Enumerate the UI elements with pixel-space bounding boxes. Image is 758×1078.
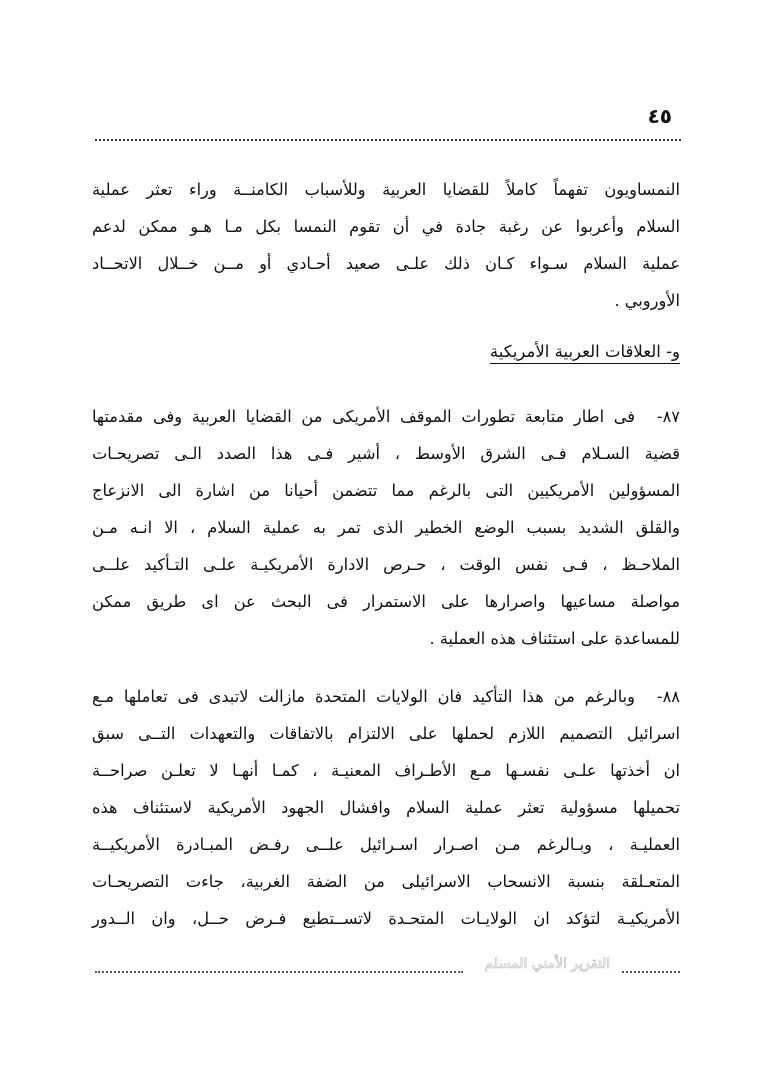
text-line: النمساويون تفهماً كاملاً للقضايا العربية وللأسباب الكامنــة وراء تعثر عملية: [92, 180, 680, 199]
text-line: الأوروبي .: [614, 291, 680, 310]
item-number: ٨٧-: [656, 407, 680, 426]
item-number: ٨٨-: [656, 687, 680, 706]
footer-divider-left: [95, 971, 463, 973]
text-line: المتعـلقة بنسبة الانسحاب الاسرائيلى من الضفة الغربية، جاءت التصريحـات: [92, 872, 680, 891]
text-line: ان أخذتها علـى نفسـها مـع الأطـراف المعنيـة ، كمـا أنهـا لا تعلـن صراحــة: [92, 761, 680, 780]
text-line: عملية السلام سـواء كـان ذلك علـى صعيد أحـادي أو مــن خــلال الاتحــاد: [92, 254, 680, 273]
numbered-item-87: [92, 398, 680, 657]
text-line: السلام وأعربوا عن رغبة جادة في أن تقوم النمسا بكل مـا هـو ممكن لدعم: [92, 217, 680, 236]
intro-paragraph: [92, 171, 680, 319]
text-line: العمليـة ، وبـالرغم مـن اصـرار اسـرائيل علــى رفـض المبـادرة الأمريكيــة: [92, 835, 680, 854]
text-line: تحميلها مسؤولية تعثر عملية السلام وافشال الجهود الأمريكية لاستئناف هذه: [92, 798, 680, 817]
text-line: المسؤولين الأمريكيين التى بالرغم مما تتضمن أحيانا من اشارة الى الانزعاج: [92, 481, 680, 500]
header-divider: [95, 139, 681, 141]
page-number: ٤٥: [647, 104, 672, 128]
text-line: اسرائيل التصميم اللازم لحملها على الالتزام بالاتفاقات والتعهدات التــى سبق: [92, 724, 680, 743]
section-heading: و- العلاقات العربية الأمريكية: [489, 342, 680, 361]
text-line: فى اطار متابعة تطورات الموقف الأمريكى من القضايا العربية وفى مقدمتها: [92, 407, 635, 426]
text-line: للمساعدة على استئناف هذه العملية .: [429, 629, 680, 648]
text-line: الأمريكيـة لتؤكد ان الولايـات المتحـدة لاتســتطيع فـرض حــل، وان الــدور: [92, 909, 680, 928]
text-line: والقلق الشديد بسبب الوضع الخطير الذى تمر به عملية السلام ، الا انـه مـن: [92, 518, 680, 537]
numbered-item-88: [92, 678, 680, 937]
footer-divider-right: [622, 971, 680, 973]
text-line: الملاحـظ ، فـى نفس الوقت ، حـرص الادارة الأمريكيـة علـى التـأكيد علــى: [92, 555, 680, 574]
text-line: وبالرغم من هذا التأكيد فان الولايات المتحدة مازالت لاتبدى فى تعاملها مـع: [92, 687, 635, 706]
text-line: مواصلة مساعيها واصرارها على الاستمرار فى البحث عن اى طريق ممكن: [92, 592, 680, 611]
footer-watermark: التقرير الأمني المسلم: [484, 956, 611, 972]
text-line: قضية السـلام فـى الشرق الأوسط ، أشير فـى هذا الصدد الـى تصريحـات: [92, 444, 680, 463]
